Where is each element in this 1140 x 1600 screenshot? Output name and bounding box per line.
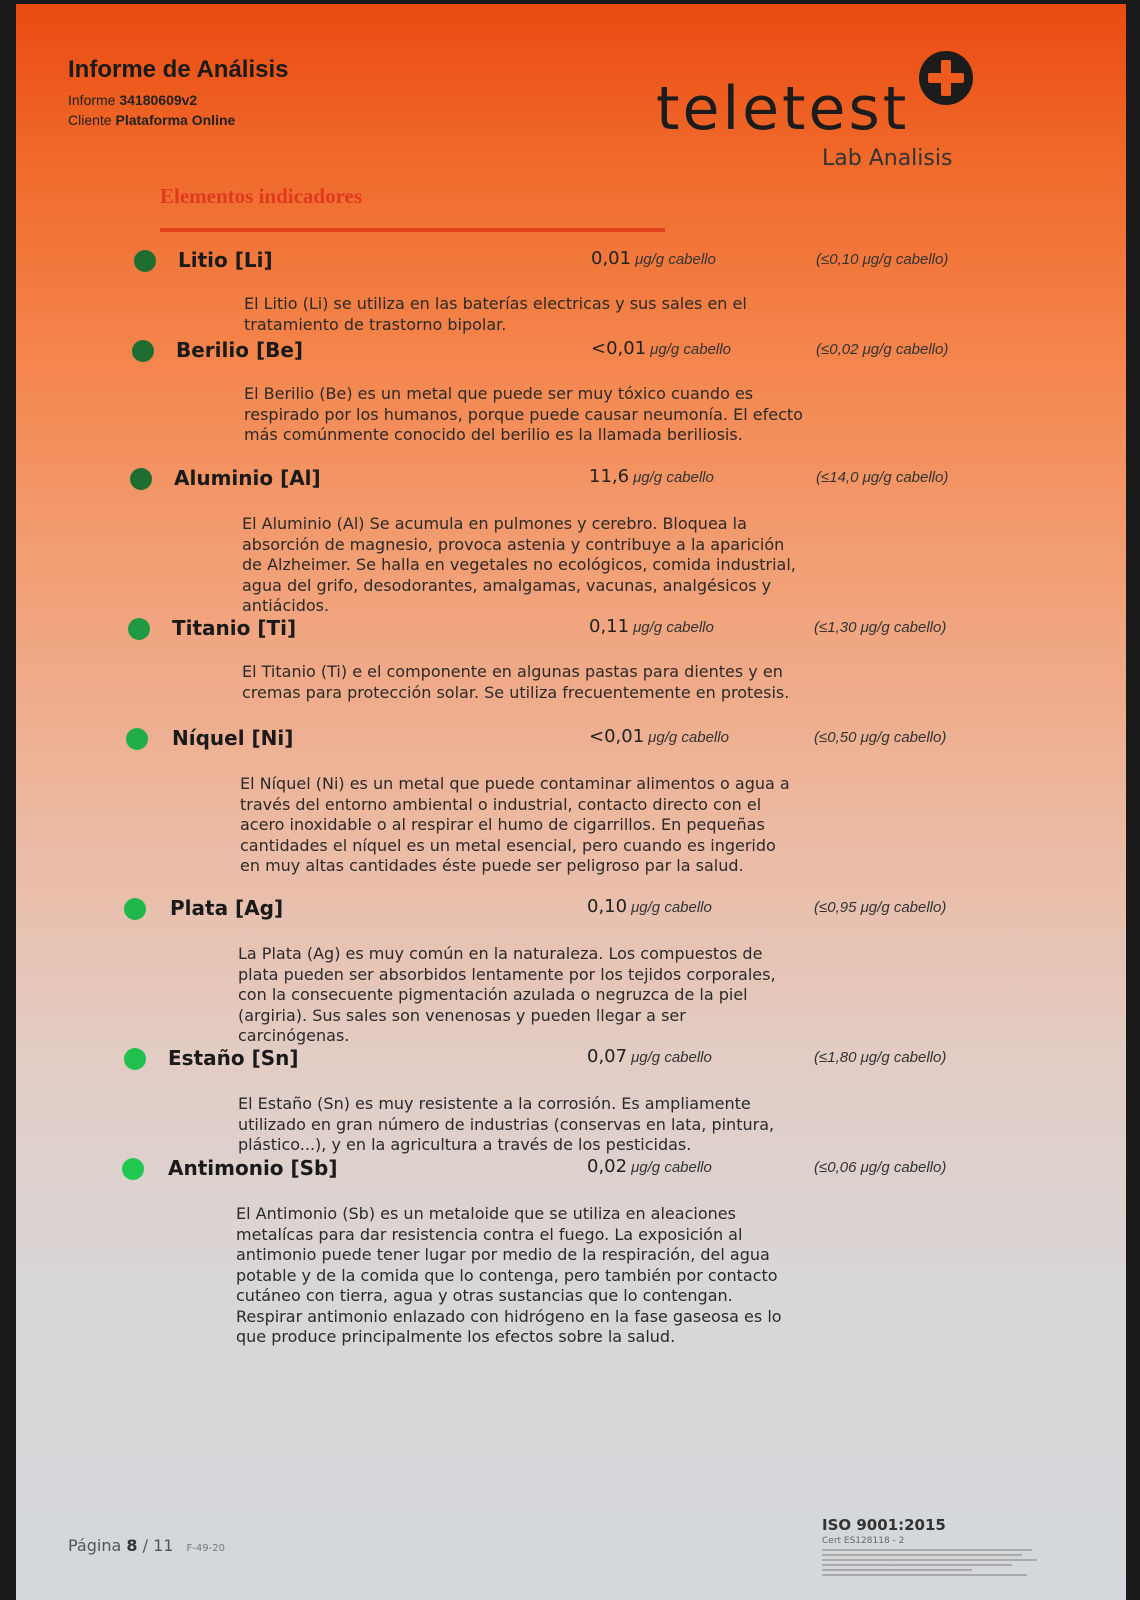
element-description: El Estaño (Sn) es muy resistente a la corrosión. Es ampliamente utilizado en gran número de industrias (conservas en lata, pintura, plástico...), y en la agricultura a través de los pesticidas. xyxy=(238,1094,775,1154)
element-value-number: <0,01 xyxy=(591,338,647,359)
element-value-unit: μg/g cabello xyxy=(635,251,716,268)
status-dot-icon xyxy=(126,728,148,750)
page-label: Página xyxy=(68,1536,122,1555)
status-dot-icon xyxy=(134,250,156,272)
element-reference-range: (≤1,30 μg/g cabello) xyxy=(814,619,947,636)
element-value-unit: μg/g cabello xyxy=(631,899,712,916)
client-line xyxy=(68,112,235,128)
teletest-logo xyxy=(656,48,996,178)
status-dot-icon xyxy=(124,898,146,920)
status-dot-icon xyxy=(130,468,152,490)
iso-certification xyxy=(822,1516,1052,1579)
logo-subtitle: Lab Analisis xyxy=(822,146,953,171)
element-value xyxy=(589,466,714,487)
iso-fine-print xyxy=(822,1549,1052,1576)
element-value-number: 0,02 xyxy=(587,1156,628,1177)
client-label: Cliente xyxy=(68,112,112,128)
element-name: Aluminio [Al] xyxy=(174,466,321,490)
element-value-number: 0,07 xyxy=(587,1046,628,1067)
element-value-unit: μg/g cabello xyxy=(648,729,729,746)
element-name: Antimonio [Sb] xyxy=(168,1156,338,1180)
element-reference-range: (≤0,02 μg/g cabello) xyxy=(816,341,949,358)
client-value: Plataforma Online xyxy=(115,112,236,128)
element-value-unit: μg/g cabello xyxy=(631,1159,712,1176)
page-current: 8 xyxy=(126,1536,138,1555)
status-dot-icon xyxy=(132,340,154,362)
element-description: La Plata (Ag) es muy común en la naturaleza. Los compuestos de plata pueden ser absorbidos lentamente por los tejidos corporales, con la consecuente pigmentación azulada o negruzca de la piel (argiria). Sus sales son venenosas y pueden llegar a ser carcinógenas. xyxy=(238,944,776,1045)
element-name: Plata [Ag] xyxy=(170,896,284,920)
element-value xyxy=(591,338,731,359)
status-dot-icon xyxy=(124,1048,146,1070)
report-page xyxy=(16,4,1126,1600)
element-value-number: 11,6 xyxy=(589,466,630,487)
section-divider xyxy=(160,228,665,232)
element-description: El Berilio (Be) es un metal que puede ser muy tóxico cuando es respirado por los humanos, porque puede causar neumonía. El efecto más comúnmente conocido del berilio es la llamada beriliosis. xyxy=(244,384,803,444)
element-value xyxy=(589,616,714,637)
element-value xyxy=(589,726,729,747)
report-number-line xyxy=(68,92,197,108)
form-code: F-49-20 xyxy=(186,1543,225,1554)
element-value-unit: μg/g cabello xyxy=(631,1049,712,1066)
element-value-number: 0,10 xyxy=(587,896,628,917)
logo-wordmark: teletest xyxy=(656,74,910,144)
element-reference-range: (≤0,06 μg/g cabello) xyxy=(814,1159,947,1176)
element-value xyxy=(591,248,716,269)
element-reference-range: (≤0,95 μg/g cabello) xyxy=(814,899,947,916)
section-title: Elementos indicadores xyxy=(160,184,363,208)
element-value-number: 0,11 xyxy=(589,616,630,637)
page-number xyxy=(68,1536,225,1555)
element-name: Litio [Li] xyxy=(178,248,273,272)
element-reference-range: (≤14,0 μg/g cabello) xyxy=(816,469,949,486)
element-reference-range: (≤1,80 μg/g cabello) xyxy=(814,1049,947,1066)
element-name: Berilio [Be] xyxy=(176,338,304,362)
plus-circle-icon xyxy=(916,48,976,108)
element-value xyxy=(587,1046,712,1067)
iso-title: ISO 9001:2015 xyxy=(822,1516,946,1534)
element-value xyxy=(587,896,712,917)
element-value-unit: μg/g cabello xyxy=(633,469,714,486)
element-value xyxy=(587,1156,712,1177)
element-name: Titanio [Ti] xyxy=(172,616,297,640)
element-description: El Litio (Li) se utiliza en las baterías electricas y sus sales en el tratamiento de trastorno bipolar. xyxy=(244,294,747,334)
element-name: Níquel [Ni] xyxy=(172,726,294,750)
element-reference-range: (≤0,50 μg/g cabello) xyxy=(814,729,947,746)
element-value-unit: μg/g cabello xyxy=(633,619,714,636)
element-description: El Aluminio (Al) Se acumula en pulmones y cerebro. Bloquea la absorción de magnesio, provoca astenia y contribuye a la aparición de Alzheimer. Se halla en vegetales no ecológicos, comida industrial, agua del grifo, desodorantes, amalgamas, vacunas, analgésicos y antiácidos. xyxy=(242,514,796,615)
page-total: 11 xyxy=(153,1536,174,1555)
element-reference-range: (≤0,10 μg/g cabello) xyxy=(816,251,949,268)
report-number-label: Informe xyxy=(68,92,116,108)
element-value-number: <0,01 xyxy=(589,726,645,747)
page-separator: / xyxy=(142,1536,148,1555)
iso-cert-number: Cert ES128118 - 2 xyxy=(822,1536,905,1546)
element-name: Estaño [Sn] xyxy=(168,1046,299,1070)
status-dot-icon xyxy=(128,618,150,640)
element-description: El Titanio (Ti) e el componente en algunas pastas para dientes y en cremas para protección solar. Se utiliza frecuentemente en protesis. xyxy=(242,662,790,702)
element-value-number: 0,01 xyxy=(591,248,632,269)
element-value-unit: μg/g cabello xyxy=(650,341,731,358)
status-dot-icon xyxy=(122,1158,144,1180)
report-number-value: 34180609v2 xyxy=(119,92,198,108)
element-description: El Níquel (Ni) es un metal que puede contaminar alimentos o agua a través del entorno ambiental o industrial, contacto directo con el acero inoxidable o al respirar el humo de cigarrillos. En pequeñas cantidades el níquel es un metal esencial, pero cuando es ingerido en muy altas cantidades éste puede ser peligroso par la salud. xyxy=(240,774,790,875)
element-description: El Antimonio (Sb) es un metaloide que se utiliza en aleaciones metalícas para dar resistencia contra el fuego. La exposición al antimonio puede tener lugar por medio de la respiración, del agua potable y de la comida que lo contenga, pero también por contacto cutáneo con tierra, agua y otras sustancias que lo contengan. Respirar antimonio enlazado con hidrógeno en la fase gaseosa es lo que produce principalmente los efectos sobre la salud. xyxy=(236,1204,782,1346)
report-title: Informe de Análisis xyxy=(68,56,289,83)
